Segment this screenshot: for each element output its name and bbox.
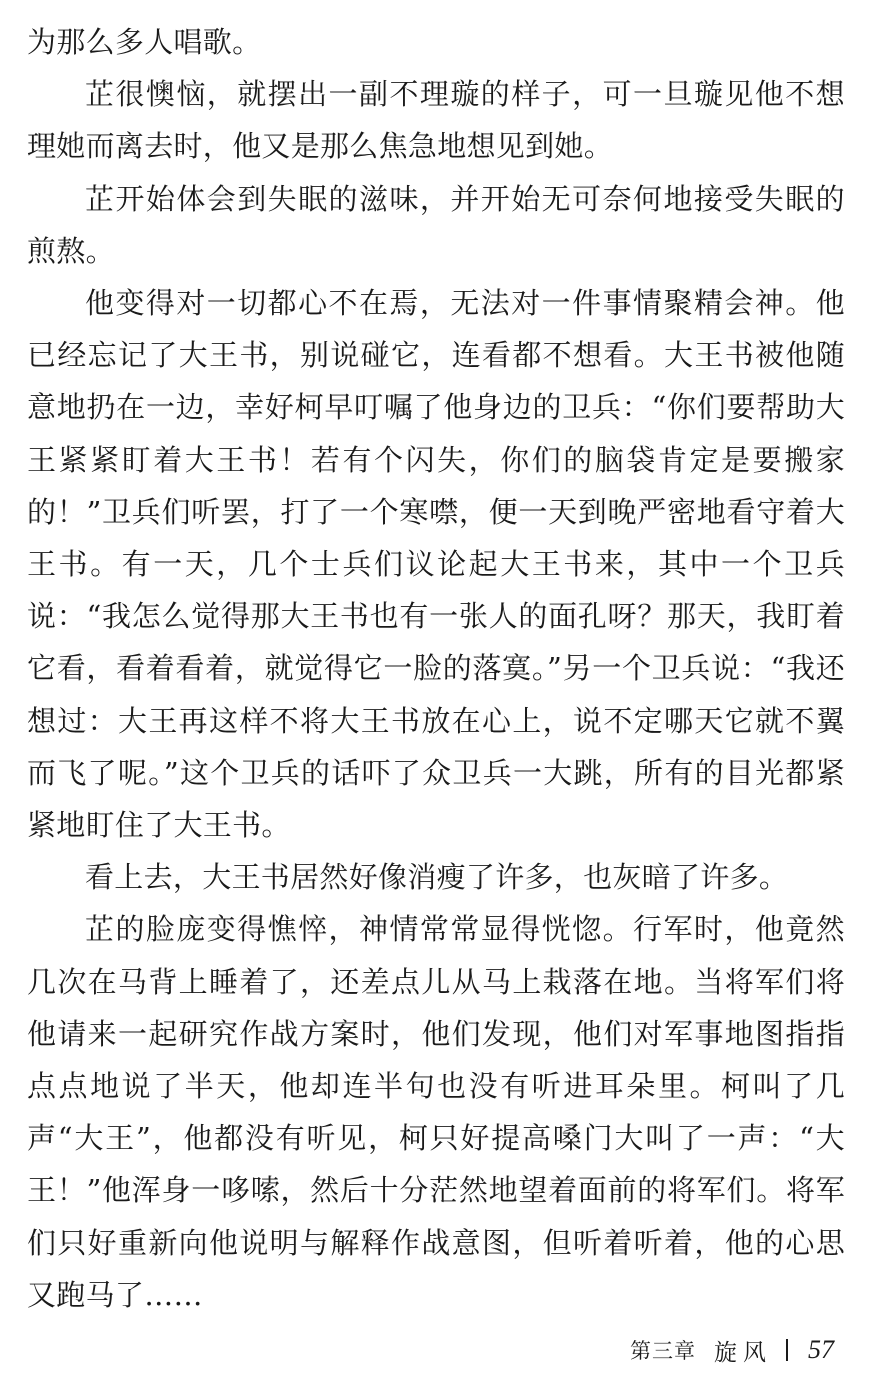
paragraph: 芷的脸庞变得憔悴，神情常常显得恍惚。行军时，他竟然几次在马背上睡着了，还差点儿从马上栽落在地。当将军们将他请来一起研究作战方案时，他们发现，他们对军事地图指指点点地说了半天，他却连半句也没有听进耳朵里。柯叫了几声“大王”，他都没有听见，柯只好提高嗓门大叫了一声：“大王！”他浑身一哆嗦，然后十分茫然地望着面前的将军们。将军们只好重新向他说明与解释作战意图，但听着听着，他的心思又跑马了…… (27, 912, 845, 1312)
paragraph: 芷开始体会到失眠的滋味，并开始无可奈何地接受失眠的煎熬。 (27, 181, 845, 268)
chapter-label: 第三章 (630, 1339, 696, 1363)
paragraph: 他变得对一切都心不在焉，无法对一件事情聚精会神。他已经忘记了大王书，别说碰它，连看都不想看。大王书被他随意地扔在一边，幸好柯早叮嘱了他身边的卫兵：“你们要帮助大王紧紧盯着大王书！若有个闪失，你们的脑袋肯定是要搬家的！”卫兵们听罢，打了一个寒噤，便一天到晚严密地看守着大王书。有一天，几个士兵们议论起大王书来，其中一个卫兵说：“我怎么觉得那大王书也有一张人的面孔呀？那天，我盯着它看，看着看着，就觉得它一脸的落寞。”另一个卫兵说：“我还想过：大王再这样不将大王书放在心上，说不定哪天它就不翼而飞了呢。”这个卫兵的话吓了众卫兵一大跳，所有的目光都紧紧地盯住了大王书。 (27, 286, 845, 843)
paragraph: 芷很懊恼，就摆出一副不理璇的样子，可一旦璇见他不想理她而离去时，他又是那么焦急地想见到她。 (27, 77, 845, 164)
page-body-text (27, 16, 845, 1321)
paragraph: 看上去，大王书居然好像消瘦了许多，也灰暗了许多。 (85, 860, 789, 895)
footer-divider (786, 1339, 788, 1361)
chapter-title: 旋风 (714, 1339, 772, 1366)
paragraph-continued: 为那么多人唱歌。 (27, 25, 262, 59)
page-footer (630, 1330, 834, 1370)
page-number: 57 (808, 1335, 834, 1364)
